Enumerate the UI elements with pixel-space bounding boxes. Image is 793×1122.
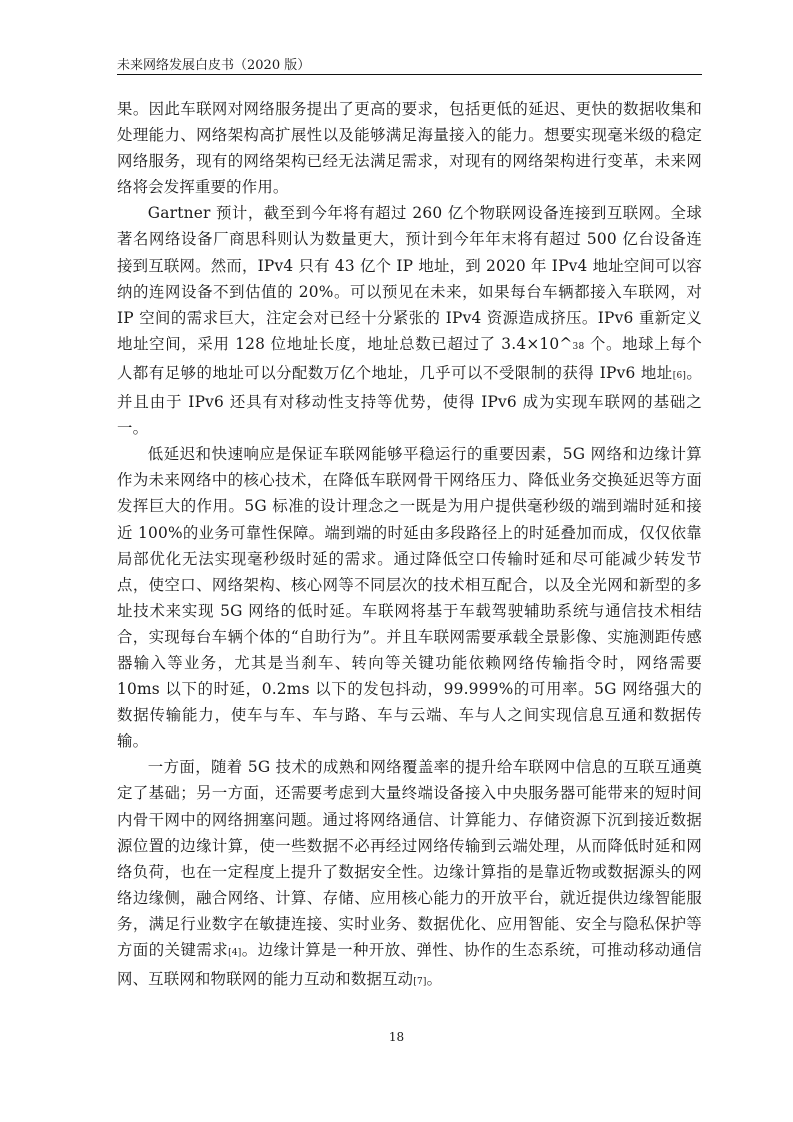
document-title: 未来网络发展白皮书（2020 版） xyxy=(117,58,311,73)
citation-4: [4] xyxy=(228,948,242,958)
body-text xyxy=(117,96,702,995)
citation-7: [7] xyxy=(413,977,427,988)
paragraph-ipv6: Gartner 预计，截至到今年将有超过 260 亿个物联网设备连接到互联网。全球著名网络设备厂商思科则认为数量更大，预计到今年年末将有超过 500 亿台设备连接到互联网。然而，IPv4 只有 43 亿个 IP 地址，到 2020 年 IPv4 地址空间可以容纳的连网设备不到估值的 20%。可以预见在未来，如果每台车辆都接入车联网，对 IP 空间的需求巨大，注定会对已经十分紧张的 IPv4 资源造成挤压。IPv6 重新定义地址空间，采用 128 位地址长度，地址总数已超过了 3.4×10^38 个。地球上每个人都有足够的地址可以分配数万亿个地址，几乎可以不受限制的获得 IPv6 地址[6]。并且由于 IPv6 还具有对移动性支持等优势，使得 IPv6 成为实现车联网的基础之一。 xyxy=(117,204,703,438)
exponent: 38 xyxy=(572,341,585,352)
citation-6: [6] xyxy=(672,370,687,381)
page-number: 18 xyxy=(388,1030,405,1044)
paragraph-edge-computing: 一方面，随着 5G 技术的成熟和网络覆盖率的提升给车联网中信息的互联互通奠定了基础；另一方面，还需要考虑到大量终端设备接入中央服务器可能带来的短时间内骨干网中的网络拥塞问题。通过将网络通信、计算能力、存储资源下沉到接近数据源位置的边缘计算，使一些数据不必再经过网络传输到云端处理，从而降低时延和网络负荷，也在一定程度上提升了数据安全性。边缘计算指的是靠近物或数据源头的网络边缘侧，融合网络、计算、存储、应用核心能力的开放平台，就近提供边缘智能服务，满足行业数字在敏捷连接、实时业务、数据优化、应用智能、安全与隐私保护等方面的关键需求[4]。边缘计算是一种开放、弹性、协作的生态系统，可推动移动通信网、互联网和物联网的能力互动和数据互动[7]。 xyxy=(117,758,702,989)
running-header xyxy=(117,54,702,75)
paragraph-continuation: 果。因此车联网对网络服务提出了更高的要求，包括更低的延迟、更快的数据收集和处理能力、网络架构高扩展性以及能够满足海量接入的能力。想要实现毫米级的稳定网络服务，现有的网络架构已经无法满足需求，对现有的网络架构进行变革，未来网络将会发挥重要的作用。 xyxy=(117,100,702,197)
paragraph-5g-latency: 低延迟和快速响应是保证车联网能够平稳运行的重要因素，5G 网络和边缘计算作为未来网络中的核心技术，在降低车联网骨干网络压力、降低业务交换延迟等方面发挥巨大的作用。5G 标准的设计理念之一既是为用户提供毫秒级的端到端时延和接近 100%的业务可靠性保障。端到端的时延由多段路径上的时延叠加而成，仅仅依靠局部优化无法实现毫秒级时延的需求。通过降低空口传输时延和尽可能减少转发节点，使空口、网络架构、核心网等不同层次的技术相互配合，以及全光网和新型的多址技术来实现 5G 网络的低时延。车联网将基于车载驾驶辅助系统与通信技术相结合，实现每台车辆个体的“自助行为”。并且车联网需要承载全景影像、实施测距传感器输入等业务，尤其是当刹车、转向等关键功能依赖网络传输指令时，网络需要 10ms 以下的时延，0.2ms 以下的发包抖动，99.999%的可用率。5G 网络强大的数据传输能力，使车与车、车与路、车与云端、车与人之间实现信息互通和数据传输。 xyxy=(117,445,702,751)
